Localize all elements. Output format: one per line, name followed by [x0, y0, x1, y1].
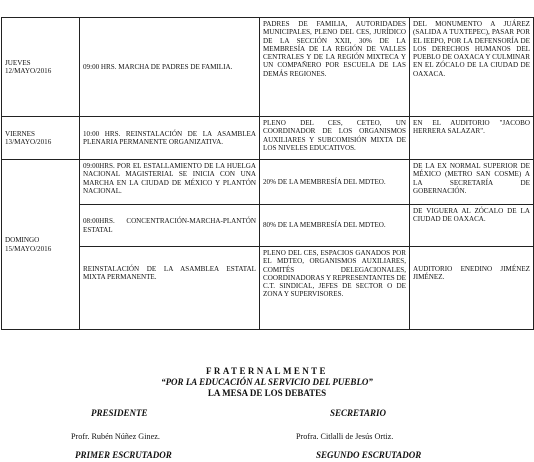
participants-cell: 20% DE LA MEMBRESÍA DEL MDTEO. — [260, 160, 410, 205]
place-cell: DEL MONUMENTO A JUÁREZ (SALIDA A TUXTEPEC), PASAR POR EL IEEPO, POR LA DEFENSORÍA DE LOS DERECHOS HUMANOS DEL PUEBLO DE OAXACA Y CULMINAR EN EL ZÓCALO DE LA CIUDAD DE OAXACA. — [410, 18, 534, 117]
place-cell: DE VIGUERA AL ZÓCALO DE LA CIUDAD DE OAXACA. — [410, 205, 534, 247]
participants-cell: PADRES DE FAMILIA, AUTORIDADES MUNICIPALES, PLENO DEL CES, JURÍDICO DE LA SECCIÓN XXII, 30% DE LA MEMBRESÍA DE LA REGIÓN DE VALLES CENTRALES Y DE LA REGIÓN MIXTECA Y UN COMPAÑERO POR ESCUELA DE LAS DEMÁS REGIONES. — [260, 18, 410, 117]
day-cell: JUEVES 12/MAYO/2016 — [2, 18, 80, 117]
activity-cell: 09:00HRS. POR EL ESTALLAMIENTO DE LA HUELGA NACIONAL MAGISTERIAL SE INICIA CON UNA MARCHA EN LA CIUDAD DE MÉXICO Y PLANTÓN NACIONAL. — [80, 160, 260, 205]
table-row — [2, 205, 534, 247]
president-name: Profr. Rubén Núñez Ginez. — [71, 432, 160, 441]
participants-cell: PLENO DEL CES, ESPACIOS GANADOS POR EL MDTEO, ORGANISMOS AUXILIARES, COMITÉS DELEGACIONALES, COORDINADORAS Y REPRESENTANTES DE C.T. SINDICAL, JEFES DE SECTOR O DE ZONA Y SUPERVISORES. — [260, 247, 410, 330]
place-cell: AUDITORIO ENEDINO JIMÉNEZ JIMÉNEZ. — [410, 247, 534, 330]
participants-cell: PLENO DEL CES, CETEO, UN COORDINADOR DE LOS ORGANISMOS AUXILIARES Y SUBCOMISIÓN MIXTA DE LOS NIVELES EDUCATIVOS. — [260, 117, 410, 160]
closing-motto: “POR LA EDUCACIÓN AL SERVICIO DEL PUEBLO” — [161, 377, 373, 387]
secretary-role: SECRETARIO — [330, 408, 387, 418]
first-scrutineer-role: PRIMER ESCRUTADOR — [75, 450, 172, 460]
closing-fraternal: FRATERNALMENTE — [206, 366, 328, 376]
table-row — [2, 117, 534, 160]
day-cell: DOMINGO 15/MAYO/2016 — [2, 160, 80, 330]
table-row — [2, 247, 534, 330]
schedule-table — [1, 17, 534, 330]
secretary-name: Profra. Citlalli de Jesús Ortiz. — [296, 432, 394, 441]
place-cell: DE LA EX NORMAL SUPERIOR DE MÉXICO (METRO SAN COSME) A LA SECRETARÍA DE GOBERNACIÓN. — [410, 160, 534, 205]
activity-cell: 10:00 HRS. REINSTALACIÓN DE LA ASAMBLEA PLENARIA PERMANENTE ORGANIZATIVA. — [80, 117, 260, 160]
closing-table-name: LA MESA DE LOS DEBATES — [207, 388, 327, 398]
activity-cell: 08:00HRS. CONCENTRACIÓN-MARCHA-PLANTÓN ESTATAL — [80, 205, 260, 247]
table-row — [2, 160, 534, 205]
place-cell: EN EL AUDITORIO "JACOBO HERRERA SALAZAR". — [410, 117, 534, 160]
table-row — [2, 18, 534, 117]
president-role: PRESIDENTE — [91, 408, 148, 418]
activity-cell: 09:00 HRS. MARCHA DE PADRES DE FAMILIA. — [80, 18, 260, 117]
activity-cell: REINSTALACIÓN DE LA ASAMBLEA ESTATAL MIXTA PERMANENTE. — [80, 247, 260, 330]
participants-cell: 80% DE LA MEMBRESÍA DEL MDTEO. — [260, 205, 410, 247]
day-cell: VIERNES 13/MAYO/2016 — [2, 117, 80, 160]
second-scrutineer-role: SEGUNDO ESCRUTADOR — [316, 450, 422, 460]
